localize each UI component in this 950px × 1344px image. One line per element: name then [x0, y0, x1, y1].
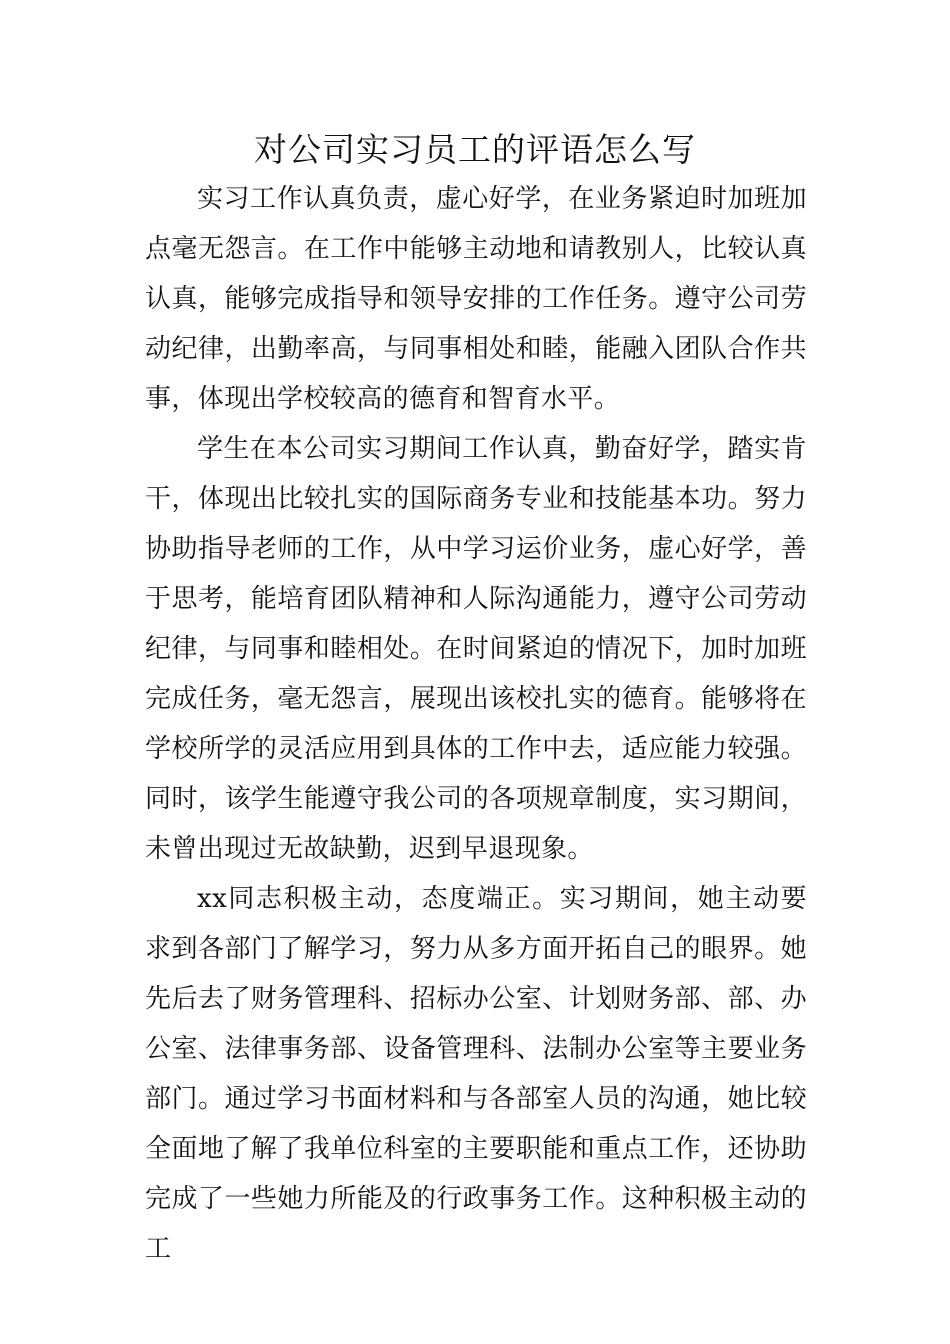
document-body: [145, 174, 807, 1274]
document-title: 对公司实习员工的评语怎么写: [254, 130, 696, 169]
paragraph-2: 学生在本公司实习期间工作认真，勤奋好学，踏实肯干，体现出比较扎实的国际商务专业和技能基本功。努力协助指导老师的工作，从中学习运价业务，虚心好学，善于思考，能培育团队精神和人际沟通能力，遵守公司劳动纪律，与同事和睦相处。在时间紧迫的情况下，加时加班完成任务，毫无怨言，展现出该校扎实的德育。能够将在学校所学的灵活应用到具体的工作中去，适应能力较强。同时，该学生能遵守我公司的各项规章制度，实习期间，未曾出现过无故缺勤，迟到早退现象。: [145, 434, 807, 864]
paragraph-1: 实习工作认真负责，虚心好学，在业务紧迫时加班加点毫无怨言。在工作中能够主动地和请教别人，比较认真认真，能够完成指导和领导安排的工作任务。遵守公司劳动纪律，出勤率高，与同事相处和睦，能融入团队合作共事，体现出学校较高的德育和智育水平。: [145, 184, 807, 414]
paragraph-3: xx同志积极主动，态度端正。实习期间，她主动要求到各部门了解学习，努力从多方面开拓自己的眼界。她先后去了财务管理科、招标办公室、计划财务部、部、办公室、法律事务部、设备管理科、法制办公室等主要业务部门。通过学习书面材料和与各部室人员的沟通，她比较全面地了解了我单位科室的主要职能和重点工作，还协助完成了一些她力所能及的行政事务工作。这种积极主动的工: [145, 884, 807, 1264]
